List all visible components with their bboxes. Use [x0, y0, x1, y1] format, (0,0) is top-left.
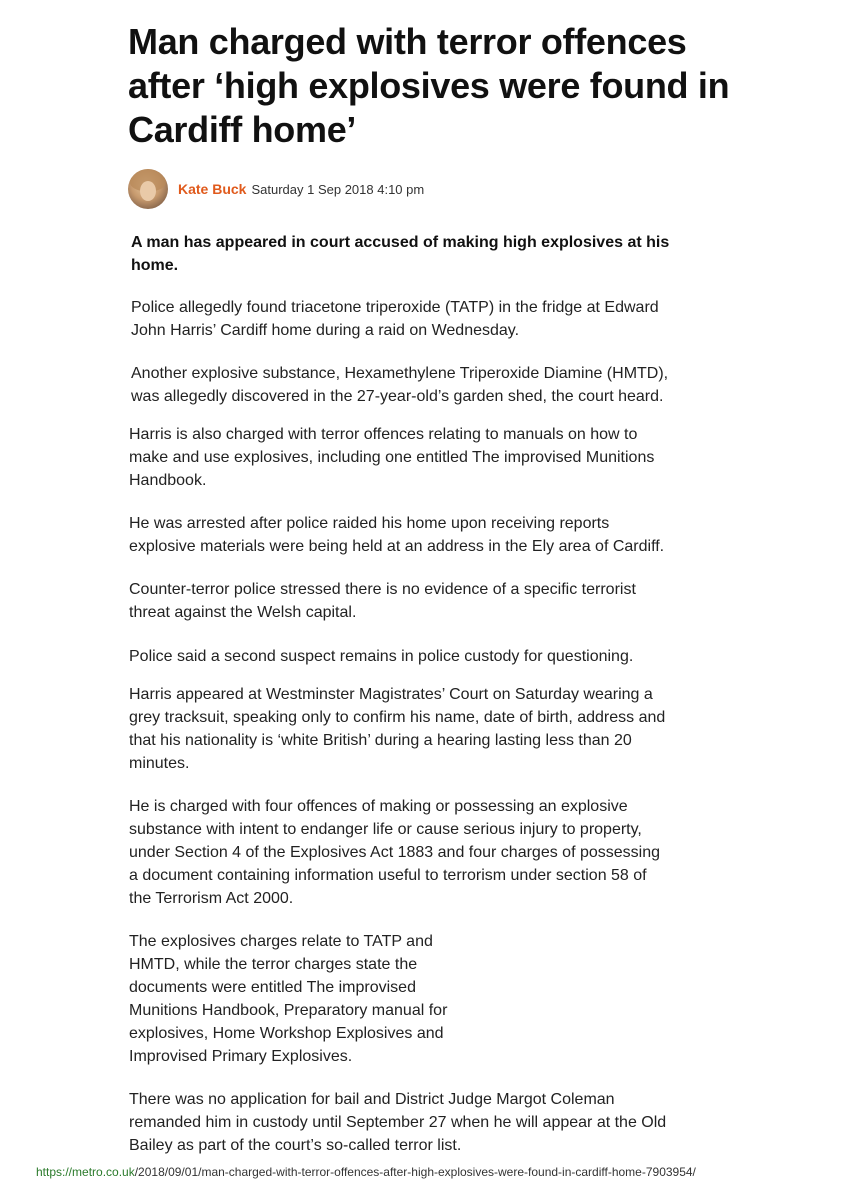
article-paragraph-1: Police allegedly found triacetone triperoxide (TATP) in the fridge at Edward John Harris’ Cardiff home during a raid on Wednesday. — [131, 299, 659, 339]
publish-date: Saturday 1 Sep 2018 4:10 pm — [251, 181, 425, 197]
article-paragraph-4: He was arrested after police raided his home upon receiving reports explosive materials were being held at an address in the Ely area of Cardiff. — [129, 515, 665, 555]
source-url-path[interactable]: /2018/09/01/man-charged-with-terror-offences-after-high-explosives-were-found-in-cardiff-home-7903954/ — [134, 1165, 696, 1179]
article-paragraph-8: He is charged with four offences of making or possessing an explosive substance with intent to endanger life or cause serious injury to property, under Section 4 of the Explosives Act 1883 and four charges of possessing a document containing information useful to terrorism under section 58 of the Terrorism Act 2000. — [129, 798, 660, 907]
article-paragraph-9: The explosives charges relate to TATP and HMTD, while the terror charges state the documents were entitled The improvised Munitions Handbook, Preparatory manual for explosives, Home Workshop Explosives and Improvised Primary Explosives. — [129, 933, 448, 1065]
source-url-domain[interactable]: https://metro.co.uk — [36, 1165, 135, 1179]
article-paragraph-6: Police said a second suspect remains in police custody for questioning. — [129, 648, 634, 665]
byline — [128, 168, 424, 210]
source-url[interactable] — [36, 1165, 696, 1179]
article-paragraph-5: Counter-terror police stressed there is no evidence of a specific terrorist threat against the Welsh capital. — [129, 581, 636, 621]
article-paragraph-3: Harris is also charged with terror offences relating to manuals on how to make and use explosives, including one entitled The improvised Munitions Handbook. — [129, 426, 655, 489]
article-title: Man charged with terror offences after ‘high explosives were found in Cardiff home’ — [128, 21, 730, 150]
article-paragraph-7: Harris appeared at Westminster Magistrates’ Court on Saturday wearing a grey tracksuit, speaking only to confirm his name, date of birth, address and that his nationality is ‘white British’ during a hearing lasting less than 20 minutes. — [129, 686, 666, 772]
article-paragraph-2: Another explosive substance, Hexamethylene Triperoxide Diamine (HMTD), was allegedly discovered in the 27-year-old’s garden shed, the court heard. — [131, 365, 669, 405]
article-paragraph-10: There was no application for bail and District Judge Margot Coleman remanded him in custody until September 27 when he will appear at the Old Bailey as part of the court’s so-called terror list. — [129, 1091, 667, 1154]
author-link[interactable]: Kate Buck — [178, 181, 247, 197]
article-lead: A man has appeared in court accused of making high explosives at his home. — [131, 234, 670, 274]
author-avatar[interactable] — [128, 169, 168, 209]
